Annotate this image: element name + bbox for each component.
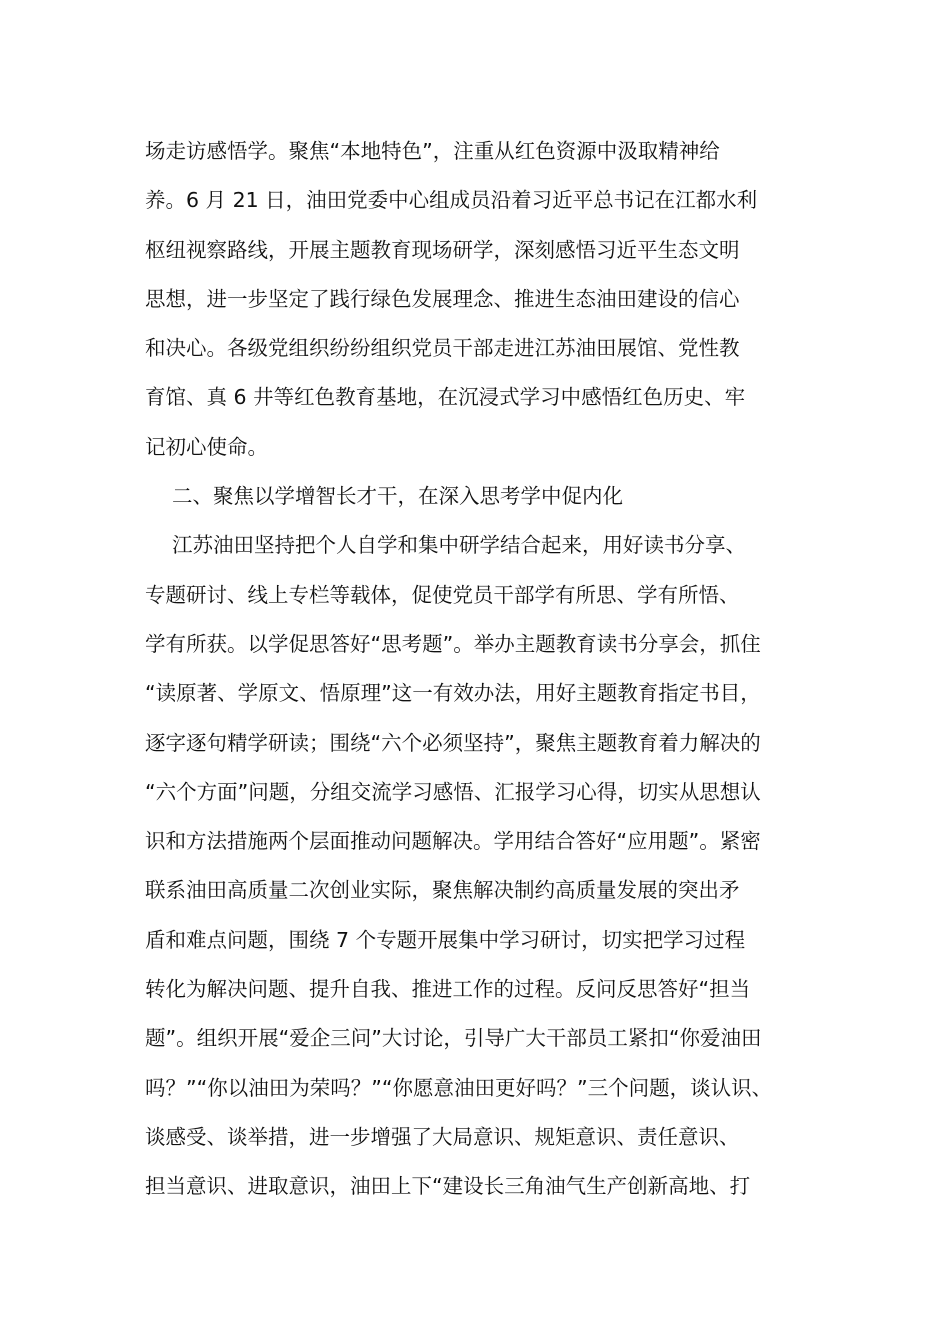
paragraph-line: 和决心。各级党组织纷纷组织党员干部走进江苏油田展馆、党性教 — [145, 336, 740, 361]
paragraph-line: 枢纽视察路线，开展主题教育现场研学，深刻感悟习近平生态文明 — [145, 237, 740, 262]
paragraph-line: 江苏油田坚持把个人自学和集中研学结合起来，用好读书分享、 — [172, 533, 746, 558]
paragraph-line: 盾和难点问题，围绕 7 个专题开展集中学习研讨，切实把学习过程 — [145, 927, 746, 952]
paragraph-line: 专题研讨、线上专栏等载体，促使党员干部学有所思、学有所悟、 — [145, 582, 740, 607]
paragraph-line: 场走访感悟学。聚焦“本地特色”，注重从红色资源中汲取精神给 — [145, 139, 720, 163]
paragraph-line: 联系油田高质量二次创业实际，聚焦解决制约高质量发展的突出矛 — [145, 878, 740, 903]
paragraph-line: 养。6 月 21 日，油田党委中心组成员沿着习近平总书记在江都水利 — [145, 188, 758, 213]
paragraph-line: “读原著、学原文、悟原理”这一有效办法，用好主题教育指定书目， — [145, 681, 761, 706]
paragraph-line: 吗？”“你以油田为荣吗？”“你愿意油田更好吗？”三个问题，谈认识、 — [145, 1075, 773, 1100]
paragraph-line: 谈感受、谈举措，进一步增强了大局意识、规矩意识、责任意识、 — [145, 1124, 740, 1149]
paragraph-line: 识和方法措施两个层面推动问题解决。学用结合答好“应用题”。紧密 — [145, 829, 761, 854]
paragraph-line: 育馆、真 6 井等红色教育基地，在沉浸式学习中感悟红色历史、牢 — [145, 385, 746, 410]
paragraph-line: 转化为解决问题、提升自我、推进工作的过程。反问反思答好“担当 — [145, 977, 751, 1002]
paragraph-line: 题”。组织开展“爱企三问”大讨论，引导广大干部员工紧扣“你爱油田 — [145, 1026, 762, 1051]
section-heading: 二、聚焦以学增智长才干，在深入思考学中促内化 — [172, 484, 623, 509]
paragraph-line: 思想，进一步坚定了践行绿色发展理念、推进生态油田建设的信心 — [145, 286, 740, 311]
paragraph-line: 学有所获。以学促思答好“思考题”。举办主题教育读书分享会，抓住 — [145, 631, 761, 656]
paragraph-line: 担当意识、进取意识，油田上下“建设长三角油气生产创新高地、打 — [145, 1174, 751, 1199]
paragraph-line: 记初心使命。 — [145, 434, 268, 459]
document-body — [145, 127, 815, 1212]
paragraph-line: 逐字逐句精学研读；围绕“六个必须坚持”，聚焦主题教育着力解决的 — [145, 730, 761, 755]
paragraph-line: “六个方面”问题，分组交流学习感悟、汇报学习心得，切实从思想认 — [145, 779, 761, 804]
